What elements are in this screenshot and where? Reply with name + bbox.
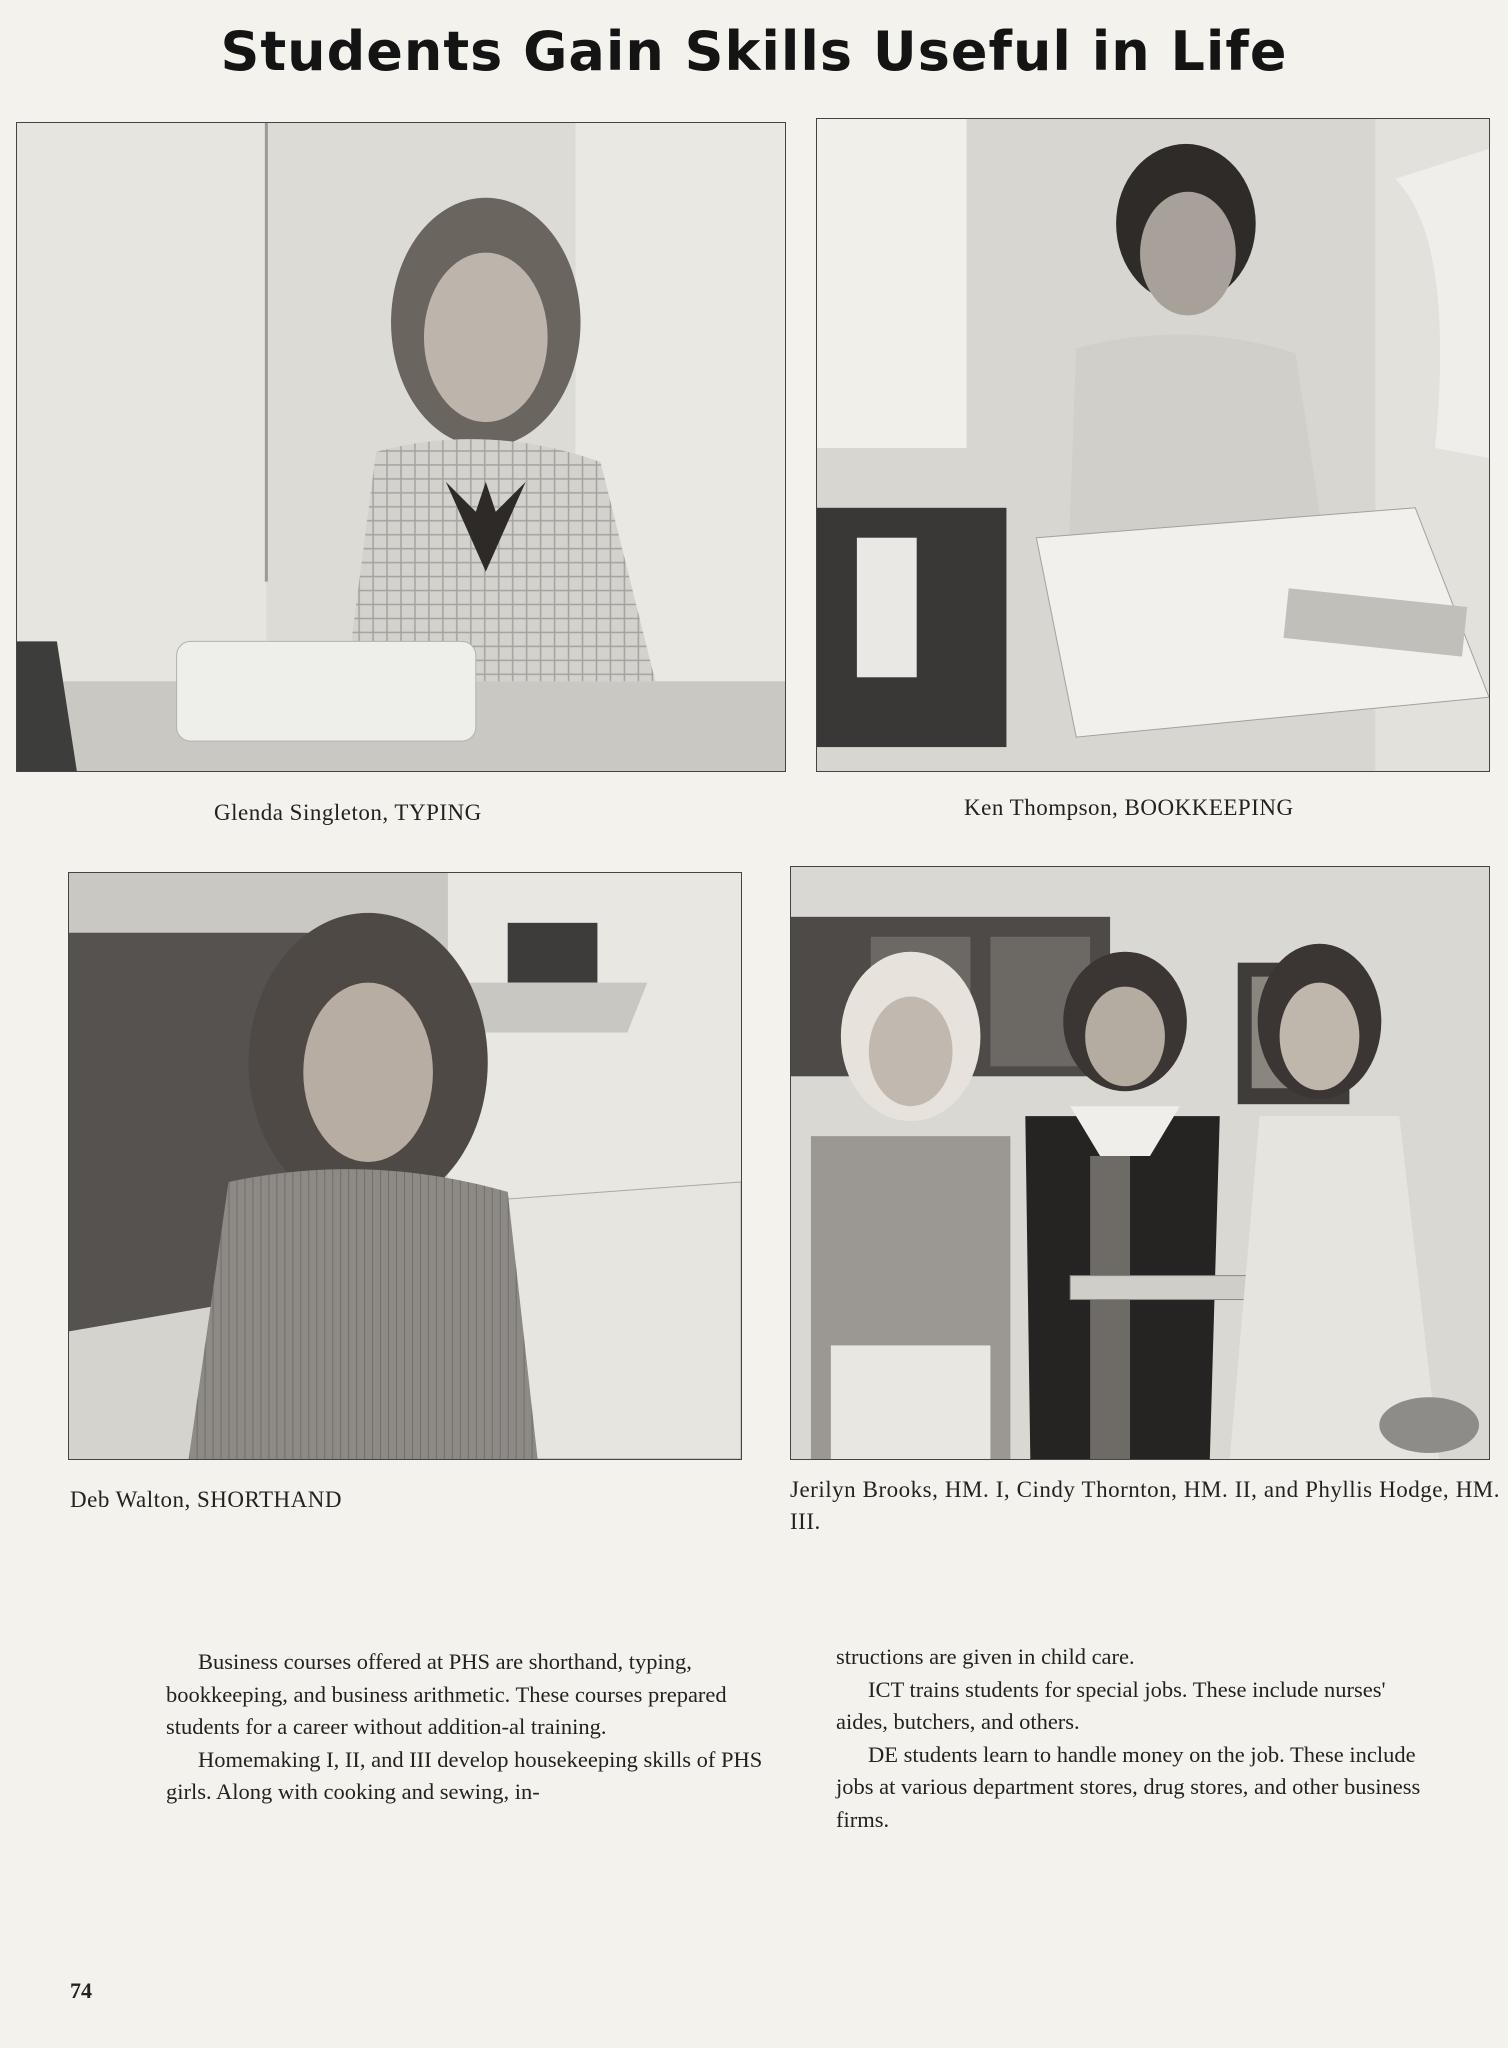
body-paragraph-childcare: structions are given in child care. (836, 1644, 1135, 1669)
body-column-2 (836, 1641, 1432, 1836)
photo-typing-image (17, 123, 785, 771)
photo-shorthand (68, 872, 742, 1460)
page-title: Students Gain Skills Useful in Life (220, 20, 1288, 83)
body-paragraph-business: Business courses offered at PHS are shorthand, typing, bookkeeping, and business arithmetic. These courses prepared students for a career without addition-al training. (166, 1649, 727, 1739)
body-paragraph-homemaking: Homemaking I, II, and III develop housekeeping skills of PHS girls. Along with cooking and sewing, in- (166, 1746, 763, 1804)
photo-homemaking-image (791, 867, 1489, 1459)
photo-bookkeeping-image (817, 119, 1489, 771)
body-paragraph-de: DE students learn to handle money on the job. These include jobs at various department stores, drug stores, and other business firms. (836, 1741, 1421, 1832)
caption-shorthand: Deb Walton, SHORTHAND (70, 1487, 342, 1512)
photo-bookkeeping (816, 118, 1490, 772)
caption-homemaking: Jerilyn Brooks, HM. I, Cindy Thornton, HM. II, and Phyllis Hodge, HM. III. (790, 1477, 1500, 1534)
body-column-1 (166, 1646, 794, 1809)
caption-bookkeeping: Ken Thompson, BOOKKEEPING (964, 795, 1294, 820)
photo-shorthand-image (69, 873, 741, 1459)
body-paragraph-ict: ICT trains students for special jobs. These include nurses' aides, butchers, and others. (836, 1676, 1386, 1734)
caption-typing: Glenda Singleton, TYPING (214, 800, 482, 825)
photo-homemaking (790, 866, 1490, 1460)
page-number: 74 (70, 1978, 92, 2003)
photo-typing (16, 122, 786, 772)
